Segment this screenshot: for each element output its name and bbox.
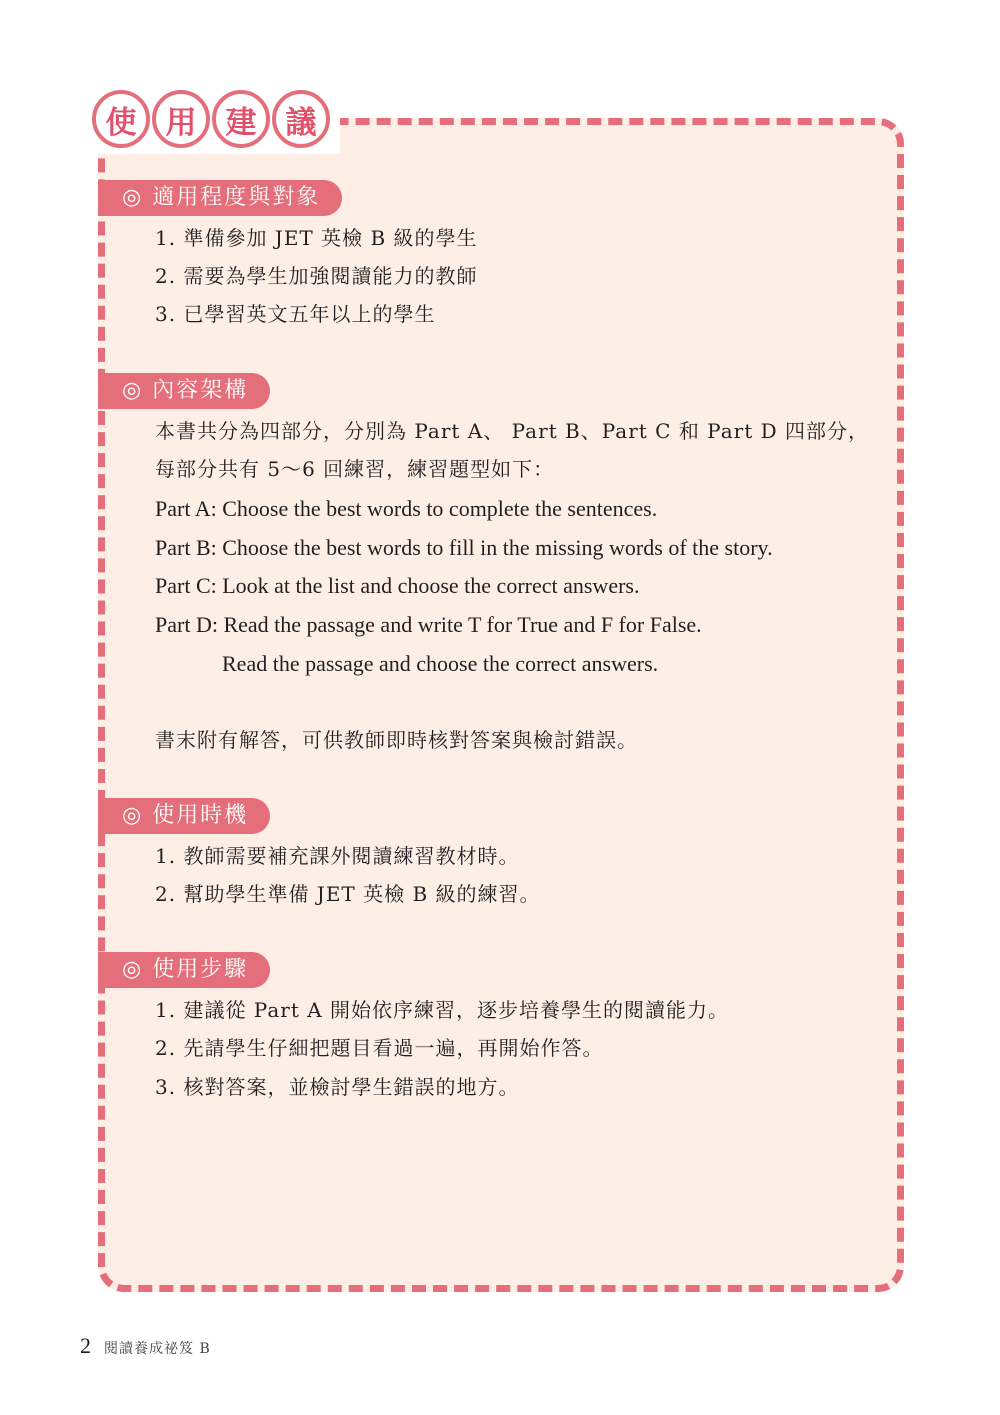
part-description: Read the passage and choose the correct answers. bbox=[222, 651, 659, 676]
list-item: 3. 已學習英文五年以上的學生 bbox=[155, 302, 436, 326]
list-item: 1. 準備參加 JET 英檢 B 級的學生 bbox=[155, 226, 478, 250]
section-heading-target: ◎ 適用程度與對象 bbox=[98, 180, 342, 216]
answer-note: 書末附有解答，可供教師即時核對答案與檢討錯誤。 bbox=[155, 728, 638, 752]
book-title: 閱讀養成祕笈 B bbox=[104, 1341, 211, 1357]
list-item: 2. 幫助學生準備 JET 英檢 B 級的練習。 bbox=[155, 882, 541, 906]
title-char: 建 bbox=[212, 90, 270, 148]
section-heading-timing: ◎ 使用時機 bbox=[98, 798, 270, 834]
part-description: Part B: Choose the best words to fill in the missing words of the story. bbox=[155, 535, 773, 560]
title-char: 議 bbox=[272, 90, 330, 148]
list-item: 2. 先請學生仔細把題目看過一遍，再開始作答。 bbox=[155, 1036, 604, 1060]
list-item: 3. 核對答案，並檢討學生錯誤的地方。 bbox=[155, 1075, 520, 1099]
list-item: 1. 建議從 Part A 開始依序練習，逐步培養學生的閱讀能力。 bbox=[155, 998, 730, 1022]
title-char: 用 bbox=[152, 90, 210, 148]
section-heading-steps: ◎ 使用步驟 bbox=[98, 952, 270, 988]
part-description: Part C: Look at the list and choose the correct answers. bbox=[155, 573, 640, 598]
page-title bbox=[90, 88, 340, 154]
list-item: 2. 需要為學生加強閱讀能力的教師 bbox=[155, 264, 478, 288]
intro-line: 每部分共有 5～6 回練習，練習題型如下： bbox=[155, 457, 555, 481]
content-panel bbox=[98, 118, 904, 1292]
intro-line: 本書共分為四部分，分別為 Part A、 Part B、Part C 和 Part D 四部分， bbox=[155, 419, 870, 443]
part-description: Part D: Read the passage and write T for True and F for False. bbox=[155, 612, 702, 637]
part-description: Part A: Choose the best words to complete the sentences. bbox=[155, 496, 658, 521]
page-number: 2 bbox=[80, 1333, 91, 1358]
list-item: 1. 教師需要補充課外閱讀練習教材時。 bbox=[155, 844, 520, 868]
section-heading-structure: ◎ 內容架構 bbox=[98, 373, 270, 409]
title-char: 使 bbox=[92, 90, 150, 148]
